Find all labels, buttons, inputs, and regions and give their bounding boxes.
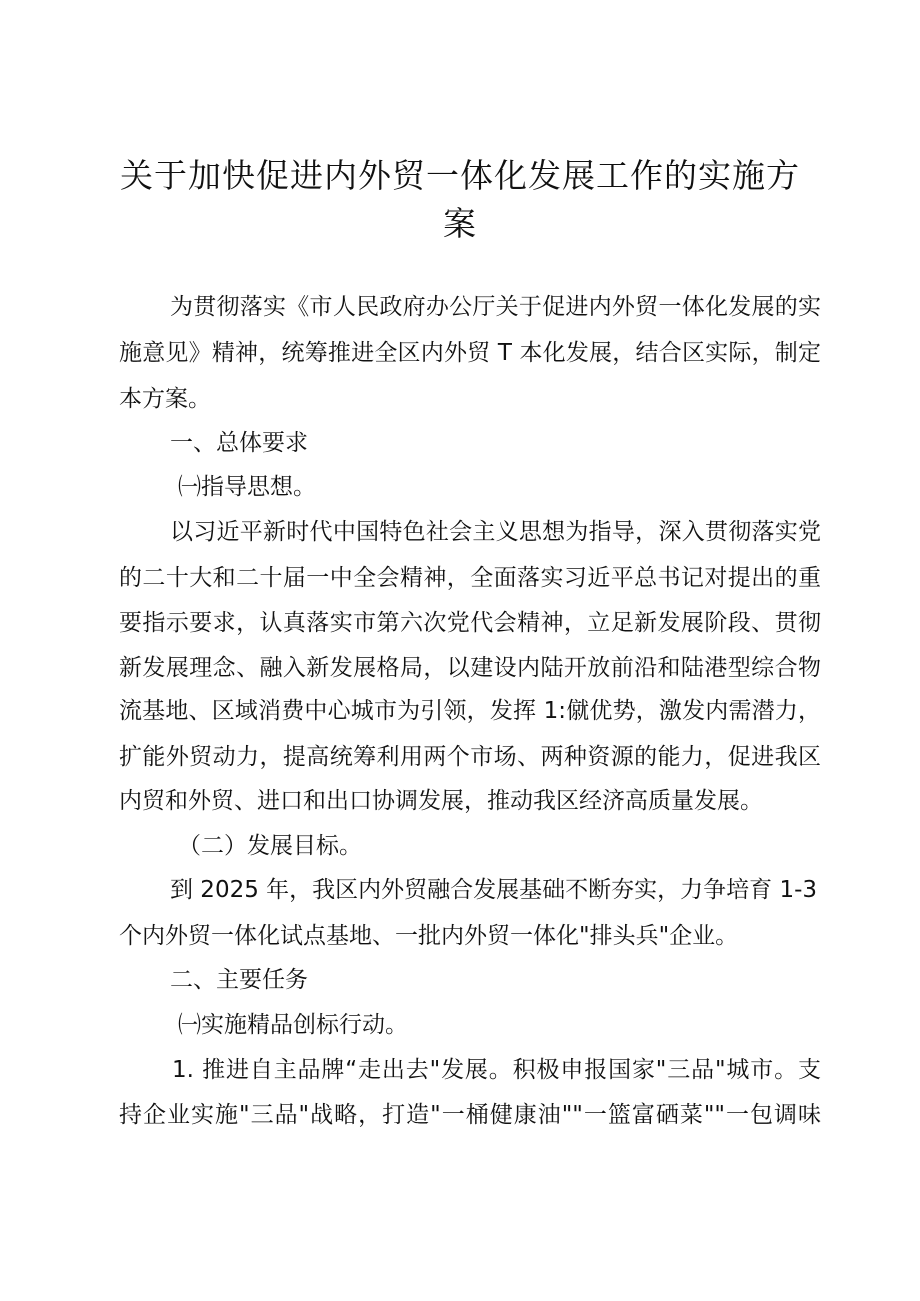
document-title-line1: 关于加快促进内外贸一体化发展工作的实施方 bbox=[120, 156, 800, 195]
section1-heading: 一、总体要求 bbox=[170, 430, 308, 456]
development-goal-line-1: 到 2025 年，我区内外贸融合发展基础不断夯实，力争培育 1-3 bbox=[170, 877, 818, 903]
guiding-thought-line-2: 的二十大和二十届一中全会精神，全面落实习近平总书记对提出的重 bbox=[119, 565, 821, 591]
section2-sub1-heading: ㈠实施精品创标行动。 bbox=[178, 1012, 408, 1038]
guiding-thought-line-5: 流基地、区域消费中心城市为引领，发挥 1:僦优势，激发内需潜力， bbox=[119, 698, 821, 724]
intro-line-1: 为贯彻落实《市人民政府办公厅关于促进内外贸一体化发展的实 bbox=[170, 294, 821, 320]
task1-line-1: 1. 推进自主品牌“走出去"发展。积极申报国家"三品"城市。支 bbox=[172, 1057, 821, 1083]
section2-heading: 二、主要任务 bbox=[170, 967, 308, 993]
intro-line-3: 本方案。 bbox=[119, 386, 211, 412]
guiding-thought-line-1: 以习近平新时代中国特色社会主义思想为指导，深入贯彻落实党 bbox=[170, 519, 821, 545]
development-goal-line-2: 个内外贸一体化试点基地、一批内外贸一体化"排头兵"企业。 bbox=[119, 923, 739, 949]
task1-line-2: 持企业实施"三品"战略，打造"一桶健康油""一篮富硒菜""一包调味 bbox=[119, 1102, 821, 1128]
document-title-line2: 案 bbox=[443, 204, 477, 243]
section1-sub2-heading: （二）发展目标。 bbox=[178, 833, 362, 859]
guiding-thought-line-6: 扩能外贸动力，提高统筹利用两个市场、两种资源的能力，促进我区 bbox=[119, 744, 821, 770]
guiding-thought-line-4: 新发展理念、融入新发展格局，以建设内陆开放前沿和陆港型综合物 bbox=[119, 655, 821, 681]
section1-sub1-heading: ㈠指导思想。 bbox=[178, 474, 316, 500]
guiding-thought-line-7: 内贸和外贸、进口和出口协调发展，推动我区经济高质量发展。 bbox=[119, 788, 763, 814]
guiding-thought-line-3: 要指示要求，认真落实市第六次党代会精神，立足新发展阶段、贯彻 bbox=[119, 610, 821, 636]
intro-line-2: 施意见》精神，统筹推进全区内外贸 T 本化发展，结合区实际，制定 bbox=[119, 340, 821, 366]
